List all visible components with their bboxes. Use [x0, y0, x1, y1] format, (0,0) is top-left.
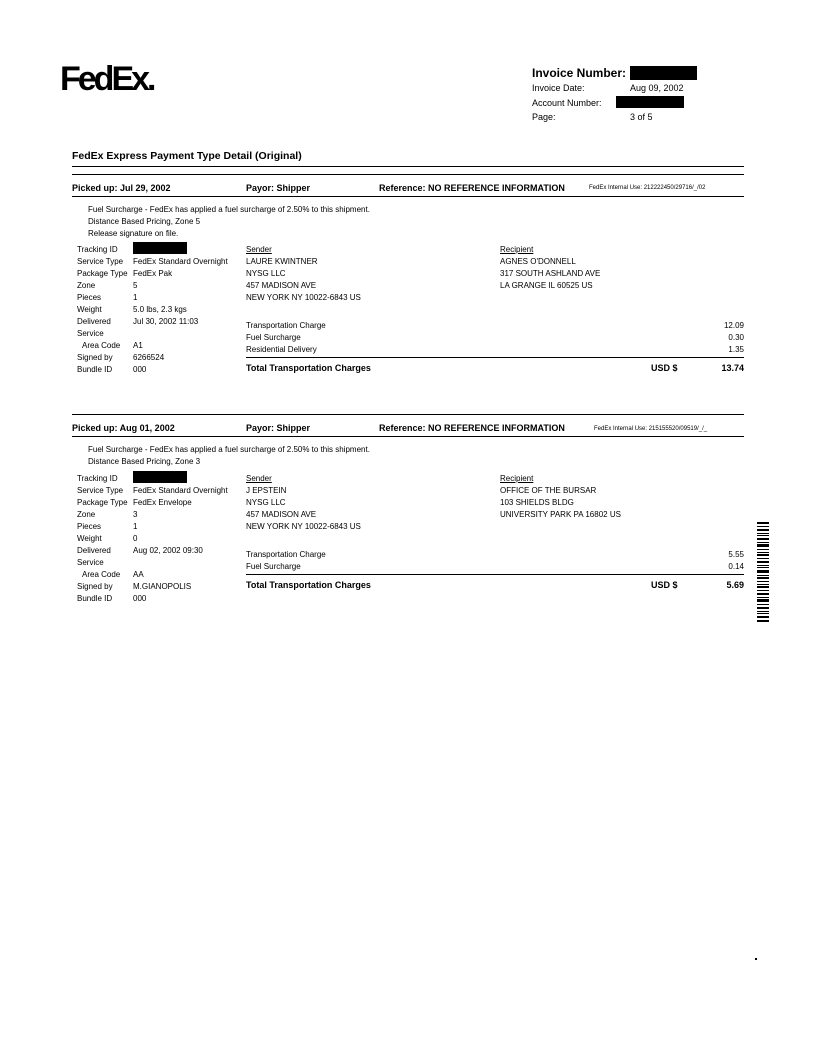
- signed-by-value: 6266524: [133, 353, 165, 362]
- recipient-line: 317 SOUTH ASHLAND AVE: [500, 269, 601, 278]
- sender-line: NEW YORK NY 10022-6843 US: [246, 522, 361, 531]
- sender-line: J EPSTEIN: [246, 486, 287, 495]
- sender-line: NEW YORK NY 10022-6843 US: [246, 293, 361, 302]
- label-weight: Weight: [77, 534, 102, 543]
- label-pieces: Pieces: [77, 293, 102, 302]
- note-fuel-surcharge: Fuel Surcharge - FedEx has applied a fuel surcharge of 2.50% to this shipment.: [88, 445, 370, 454]
- sender-line: NYSG LLC: [246, 269, 286, 278]
- recipient-line: OFFICE OF THE BURSAR: [500, 486, 597, 495]
- account-number-redacted: [616, 96, 684, 108]
- section-rule-top: [72, 166, 744, 167]
- internal-use: FedEx Internal Use: 215155520/09519/_/_: [594, 426, 708, 432]
- recipient-heading: Recipient: [500, 245, 534, 254]
- picked-up-date: Picked up: Jul 29, 2002: [72, 183, 171, 193]
- charge-amount: 1.35: [728, 345, 744, 354]
- tracking-id-redacted: [133, 471, 187, 483]
- label-service-type: Service Type: [77, 486, 124, 495]
- weight-value: 5.0 lbs, 2.3 kgs: [133, 305, 187, 314]
- total-label: Total Transportation Charges: [246, 363, 371, 373]
- sender-line: LAURE KWINTNER: [246, 257, 318, 266]
- package-type-value: FedEx Envelope: [133, 498, 192, 507]
- invoice-date-value: Aug 09, 2002: [630, 83, 684, 93]
- internal-use: FedEx Internal Use: 212222450/29716/_/02: [589, 185, 706, 191]
- charge-label: Transportation Charge: [246, 550, 326, 559]
- label-zone: Zone: [77, 510, 96, 519]
- label-pieces: Pieces: [77, 522, 102, 531]
- label-service: Service: [77, 558, 104, 567]
- reference: Reference: NO REFERENCE INFORMATION: [379, 183, 565, 193]
- sender-heading: Sender: [246, 474, 272, 483]
- pieces-value: 1: [133, 293, 138, 302]
- recipient-line: UNIVERSITY PARK PA 16802 US: [500, 510, 621, 519]
- svg-text:FedEx.: FedEx.: [60, 60, 154, 98]
- label-package-type: Package Type: [77, 498, 128, 507]
- page-label: Page:: [532, 112, 556, 122]
- charge-amount: 0.14: [728, 562, 744, 571]
- label-signed-by: Signed by: [77, 353, 113, 362]
- total-rule: [246, 357, 744, 358]
- charge-amount: 0.30: [728, 333, 744, 342]
- delivered-value: Jul 30, 2002 11:03: [133, 317, 199, 326]
- bundle-id-value: 000: [133, 365, 147, 374]
- package-type-value: FedEx Pak: [133, 269, 173, 278]
- label-delivered: Delivered: [77, 546, 111, 555]
- service-type-value: FedEx Standard Overnight: [133, 257, 228, 266]
- area-code-value: A1: [133, 341, 143, 350]
- label-area-code: Area Code: [82, 341, 121, 350]
- picked-up-date: Picked up: Aug 01, 2002: [72, 423, 175, 433]
- label-service: Service: [77, 329, 104, 338]
- account-number-label: Account Number:: [532, 98, 602, 108]
- sender-line: NYSG LLC: [246, 498, 286, 507]
- charge-label: Fuel Surcharge: [246, 333, 301, 342]
- recipient-line: 103 SHIELDS BLDG: [500, 498, 574, 507]
- charge-label: Residential Delivery: [246, 345, 317, 354]
- label-tracking-id: Tracking ID: [77, 474, 118, 483]
- delivered-value: Aug 02, 2002 09:30: [133, 546, 203, 555]
- label-signed-by: Signed by: [77, 582, 113, 591]
- recipient-line: LA GRANGE IL 60525 US: [500, 281, 593, 290]
- invoice-date-label: Invoice Date:: [532, 83, 585, 93]
- section-rule-bottom: [72, 174, 744, 175]
- label-tracking-id: Tracking ID: [77, 245, 118, 254]
- fedex-logo: [60, 58, 170, 98]
- invoice-number-redacted: [630, 66, 697, 80]
- section-title: FedEx Express Payment Type Detail (Original): [72, 150, 302, 162]
- label-bundle-id: Bundle ID: [77, 365, 113, 374]
- total-amount: 5.69: [726, 580, 744, 590]
- total-currency: USD $: [651, 363, 678, 373]
- total-amount: 13.74: [721, 363, 744, 373]
- label-area-code: Area Code: [82, 570, 121, 579]
- total-rule: [246, 574, 744, 575]
- service-type-value: FedEx Standard Overnight: [133, 486, 228, 495]
- charge-amount: 5.55: [728, 550, 744, 559]
- reference: Reference: NO REFERENCE INFORMATION: [379, 423, 565, 433]
- barcode: [757, 522, 769, 622]
- pieces-value: 1: [133, 522, 138, 531]
- sender-line: 457 MADISON AVE: [246, 510, 317, 519]
- payor: Payor: Shipper: [246, 423, 311, 433]
- label-package-type: Package Type: [77, 269, 128, 278]
- charge-label: Fuel Surcharge: [246, 562, 301, 571]
- recipient-line: AGNES O'DONNELL: [500, 257, 576, 266]
- recipient-heading: Recipient: [500, 474, 534, 483]
- note-fuel-surcharge: Fuel Surcharge - FedEx has applied a fuel surcharge of 2.50% to this shipment.: [88, 205, 370, 214]
- signed-by-value: M.GIANOPOLIS: [133, 582, 192, 591]
- label-delivered: Delivered: [77, 317, 111, 326]
- bundle-id-value: 000: [133, 594, 147, 603]
- note-distance-pricing: Distance Based Pricing, Zone 3: [88, 457, 201, 466]
- zone-value: 3: [133, 510, 138, 519]
- label-zone: Zone: [77, 281, 96, 290]
- charge-amount: 12.09: [723, 321, 744, 330]
- zone-value: 5: [133, 281, 138, 290]
- sender-line: 457 MADISON AVE: [246, 281, 317, 290]
- page-value: 3 of 5: [630, 112, 653, 122]
- label-bundle-id: Bundle ID: [77, 594, 113, 603]
- charge-label: Transportation Charge: [246, 321, 326, 330]
- tracking-id-redacted: [133, 242, 187, 254]
- label-service-type: Service Type: [77, 257, 124, 266]
- area-code-value: AA: [133, 570, 144, 579]
- shipment-header-rule: [72, 196, 744, 197]
- invoice-number-row: [532, 66, 626, 80]
- shipment-top-rule: [72, 414, 744, 415]
- total-currency: USD $: [651, 580, 678, 590]
- weight-value: 0: [133, 534, 138, 543]
- payor: Payor: Shipper: [246, 183, 311, 193]
- note-distance-pricing: Distance Based Pricing, Zone 5: [88, 217, 201, 226]
- sender-heading: Sender: [246, 245, 272, 254]
- label-weight: Weight: [77, 305, 102, 314]
- invoice-number-label: Invoice Number:: [532, 66, 627, 80]
- total-label: Total Transportation Charges: [246, 580, 371, 590]
- note-release-signature: Release signature on file.: [88, 229, 179, 238]
- shipment-header-rule: [72, 436, 744, 437]
- page-mark: [755, 958, 757, 960]
